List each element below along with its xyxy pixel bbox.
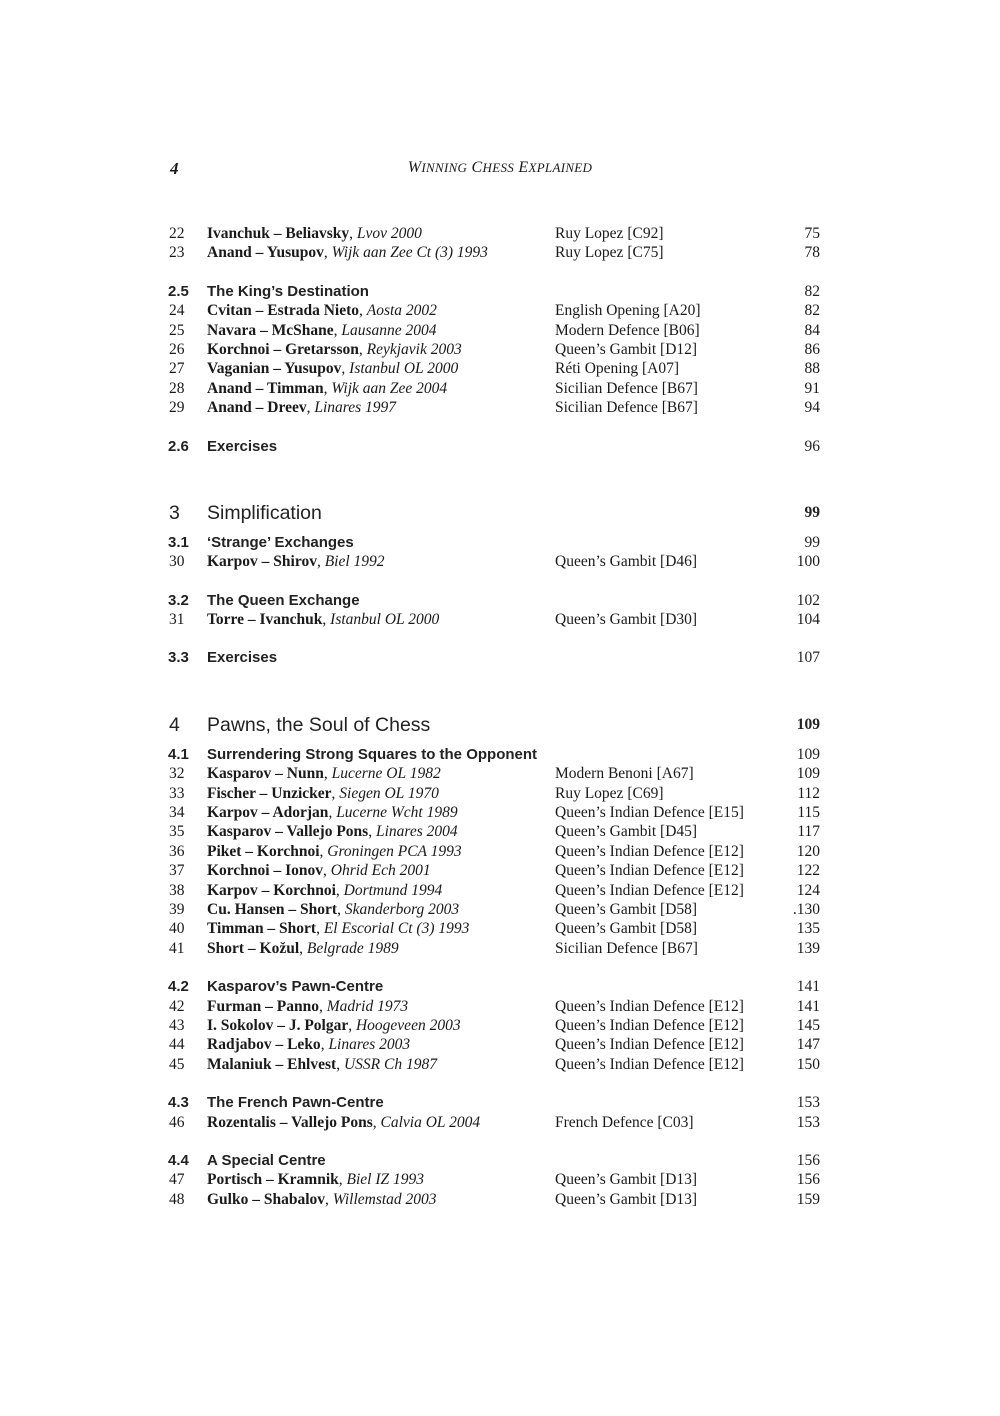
game-players: Portisch – Kramnik, Biel IZ 1993 bbox=[207, 1171, 424, 1189]
game-row bbox=[0, 224, 1000, 243]
section-number: 2.5 bbox=[168, 282, 189, 300]
game-number: 46 bbox=[169, 1113, 185, 1131]
game-row bbox=[0, 997, 1000, 1016]
game-players: Korchnoi – Ionov, Ohrid Ech 2001 bbox=[207, 862, 431, 880]
players-names: Anand – Timman bbox=[207, 379, 324, 397]
opening-name: Queen’s Indian Defence [E12] bbox=[555, 842, 744, 860]
game-row bbox=[0, 398, 1000, 417]
game-number: 41 bbox=[169, 939, 185, 957]
game-number: 45 bbox=[169, 1055, 185, 1073]
game-players: Malaniuk – Ehlvest, USSR Ch 1987 bbox=[207, 1055, 437, 1073]
opening-name: Queen’s Gambit [D58] bbox=[555, 920, 698, 938]
event-name: El Escorial Ct (3) 1993 bbox=[323, 920, 470, 938]
game-players: Kasparov – Vallejo Pons, Linares 2004 bbox=[207, 823, 458, 841]
game-number: 31 bbox=[169, 611, 185, 629]
table-of-contents bbox=[0, 224, 1000, 1209]
game-row bbox=[0, 764, 1000, 783]
page-number: 4 bbox=[170, 159, 179, 178]
game-number: 32 bbox=[169, 765, 185, 783]
page-ref: 156 bbox=[796, 1171, 820, 1189]
page-ref: 153 bbox=[796, 1094, 820, 1112]
game-row bbox=[0, 1190, 1000, 1209]
game-row bbox=[0, 803, 1000, 822]
section-row bbox=[0, 745, 1000, 764]
page-ref: 86 bbox=[804, 340, 820, 358]
section-row bbox=[0, 648, 1000, 667]
opening-name: Queen’s Gambit [D30] bbox=[555, 611, 698, 629]
game-row bbox=[0, 842, 1000, 861]
game-row bbox=[0, 881, 1000, 900]
section-row bbox=[0, 437, 1000, 456]
opening-name: Modern Defence [B06] bbox=[555, 321, 700, 339]
game-players: Torre – Ivanchuk, Istanbul OL 2000 bbox=[207, 611, 440, 629]
game-number: 48 bbox=[169, 1190, 185, 1208]
section-title: Surrendering Strong Squares to the Opponent bbox=[207, 745, 538, 763]
page-ref: 153 bbox=[796, 1113, 820, 1131]
players-names: Anand – Dreev bbox=[207, 399, 307, 417]
players-names: Furman – Panno bbox=[207, 997, 319, 1015]
game-row bbox=[0, 1016, 1000, 1035]
book-title: WINNING CHESS EXPLAINED bbox=[407, 159, 593, 176]
section-title: Exercises bbox=[207, 437, 278, 455]
game-number: 42 bbox=[169, 997, 185, 1015]
game-row bbox=[0, 321, 1000, 340]
section-title: Kasparov’s Pawn-Centre bbox=[207, 978, 384, 996]
game-number: 44 bbox=[169, 1036, 185, 1054]
game-number: 25 bbox=[169, 321, 185, 339]
section-row bbox=[0, 1151, 1000, 1170]
players-names: Anand – Yusupov bbox=[207, 244, 324, 262]
opening-name: Queen’s Gambit [D58] bbox=[555, 900, 698, 918]
page-ref: 156 bbox=[796, 1151, 820, 1169]
game-number: 28 bbox=[169, 379, 185, 397]
game-row bbox=[0, 552, 1000, 571]
game-row bbox=[0, 359, 1000, 378]
event-name: Calvia OL 2004 bbox=[380, 1113, 481, 1131]
players-names: Short – Kožul bbox=[207, 939, 300, 957]
page-ref: 107 bbox=[796, 649, 820, 667]
game-row bbox=[0, 919, 1000, 938]
page-ref: 109 bbox=[796, 715, 820, 733]
game-row bbox=[0, 340, 1000, 359]
opening-name: Sicilian Defence [B67] bbox=[555, 939, 698, 957]
game-number: 40 bbox=[169, 920, 185, 938]
opening-name: Queen’s Gambit [D13] bbox=[555, 1171, 698, 1189]
page-ref: 96 bbox=[804, 437, 820, 455]
game-players: Cvitan – Estrada Nieto, Aosta 2002 bbox=[207, 302, 437, 320]
event-name: Hoogeveen 2003 bbox=[355, 1016, 461, 1034]
game-players: Short – Kožul, Belgrade 1989 bbox=[207, 939, 399, 957]
opening-name: Queen’s Indian Defence [E12] bbox=[555, 997, 744, 1015]
game-players: Kasparov – Nunn, Lucerne OL 1982 bbox=[207, 765, 441, 783]
players-names: Timman – Short bbox=[207, 920, 317, 938]
game-players: Timman – Short, El Escorial Ct (3) 1993 bbox=[207, 920, 470, 938]
game-number: 37 bbox=[169, 862, 185, 880]
section-number: 4.3 bbox=[168, 1094, 189, 1112]
page-ref: 141 bbox=[796, 978, 820, 996]
game-row bbox=[0, 1035, 1000, 1054]
section-row bbox=[0, 282, 1000, 301]
page-ref: 112 bbox=[797, 784, 820, 802]
players-names: Ivanchuk – Beliavsky bbox=[207, 225, 350, 242]
opening-name: Ruy Lopez [C92] bbox=[555, 225, 664, 242]
section-number: 3.1 bbox=[168, 533, 189, 551]
game-number: 39 bbox=[169, 900, 185, 918]
players-names: I. Sokolov – J. Polgar bbox=[207, 1016, 349, 1034]
section-title: A Special Centre bbox=[207, 1151, 326, 1169]
page-ref: 102 bbox=[796, 591, 820, 609]
event-name: Belgrade 1989 bbox=[306, 939, 399, 957]
page-ref: 75 bbox=[804, 225, 820, 242]
section-number: 4 bbox=[169, 713, 180, 736]
players-names: Kasparov – Nunn bbox=[207, 765, 324, 783]
game-players: Karpov – Shirov, Biel 1992 bbox=[207, 553, 385, 571]
event-name: Istanbul OL 2000 bbox=[349, 360, 459, 378]
players-names: Malaniuk – Ehlvest bbox=[207, 1055, 337, 1073]
game-players: Piket – Korchnoi, Groningen PCA 1993 bbox=[207, 842, 462, 860]
game-players: Karpov – Korchnoi, Dortmund 1994 bbox=[207, 881, 443, 899]
game-row bbox=[0, 900, 1000, 919]
game-players: Korchnoi – Gretarsson, Reykjavik 2003 bbox=[207, 340, 462, 358]
chapter-row bbox=[0, 500, 1000, 526]
section-title: ‘Strange’ Exchanges bbox=[207, 533, 354, 551]
opening-name: Queen’s Indian Defence [E15] bbox=[555, 804, 744, 822]
opening-name: Queen’s Indian Defence [E12] bbox=[555, 1055, 744, 1073]
game-number: 23 bbox=[169, 244, 185, 262]
game-players: Rozentalis – Vallejo Pons, Calvia OL 2004 bbox=[207, 1113, 481, 1131]
players-names: Portisch – Kramnik bbox=[207, 1171, 339, 1189]
page-ref: 117 bbox=[797, 823, 820, 841]
opening-name: Ruy Lopez [C75] bbox=[555, 244, 664, 262]
opening-name: Queen’s Indian Defence [E12] bbox=[555, 1036, 744, 1054]
game-players: Anand – Dreev, Linares 1997 bbox=[207, 399, 397, 417]
game-number: 35 bbox=[169, 823, 185, 841]
page-ref: 82 bbox=[804, 282, 820, 300]
players-names: Radjabov – Leko bbox=[207, 1036, 321, 1054]
page-ref: 99 bbox=[804, 503, 820, 521]
event-name: Linares 2003 bbox=[328, 1036, 411, 1054]
page-ref: 159 bbox=[796, 1190, 820, 1208]
players-names: Torre – Ivanchuk bbox=[207, 611, 323, 629]
players-names: Karpov – Adorjan bbox=[207, 804, 329, 822]
players-names: Karpov – Korchnoi bbox=[207, 881, 336, 899]
event-name: Wijk aan Zee 2004 bbox=[331, 379, 448, 397]
game-players: Karpov – Adorjan, Lucerne Wcht 1989 bbox=[207, 804, 458, 822]
page-ref: 78 bbox=[804, 244, 820, 262]
page-ref: 141 bbox=[796, 997, 820, 1015]
section-title: The Queen Exchange bbox=[207, 591, 360, 609]
players-names: Vaganian – Yusupov bbox=[207, 360, 342, 378]
game-row bbox=[0, 610, 1000, 629]
event-name: Lausanne 2004 bbox=[341, 321, 437, 339]
game-players: Ivanchuk – Beliavsky, Lvov 2000 bbox=[207, 225, 422, 242]
page-ref: 82 bbox=[804, 302, 820, 320]
page-ref: 120 bbox=[796, 842, 820, 860]
players-names: Fischer – Unzicker bbox=[207, 784, 332, 802]
event-name: Aosta 2002 bbox=[366, 302, 437, 320]
event-name: Reykjavik 2003 bbox=[366, 340, 462, 358]
page-ref: 109 bbox=[796, 765, 820, 783]
game-row bbox=[0, 939, 1000, 958]
game-number: 36 bbox=[169, 842, 185, 860]
opening-name: Queen’s Gambit [D12] bbox=[555, 340, 698, 358]
game-players: Anand – Yusupov, Wijk aan Zee Ct (3) 1993 bbox=[207, 244, 488, 262]
event-name: Willemstad 2003 bbox=[332, 1190, 437, 1208]
event-name: Linares 1997 bbox=[314, 399, 397, 417]
game-row bbox=[0, 301, 1000, 320]
event-name: Lvov 2000 bbox=[356, 225, 422, 242]
page-ref: 100 bbox=[796, 553, 820, 571]
game-row bbox=[0, 784, 1000, 803]
game-players: Cu. Hansen – Short, Skanderborg 2003 bbox=[207, 900, 460, 918]
event-name: USSR Ch 1987 bbox=[343, 1055, 437, 1073]
section-number: 4.4 bbox=[168, 1151, 189, 1169]
page-ref: 91 bbox=[804, 379, 820, 397]
page-ref: 104 bbox=[796, 611, 820, 629]
game-row bbox=[0, 1055, 1000, 1074]
page-ref: .130 bbox=[792, 900, 820, 918]
players-names: Piket – Korchnoi bbox=[207, 842, 320, 860]
players-names: Korchnoi – Gretarsson bbox=[207, 340, 359, 358]
page-ref: 99 bbox=[804, 533, 820, 551]
game-players: I. Sokolov – J. Polgar, Hoogeveen 2003 bbox=[207, 1016, 461, 1034]
page-ref: 109 bbox=[796, 745, 820, 763]
game-row bbox=[0, 1170, 1000, 1189]
page-ref: 94 bbox=[804, 399, 820, 417]
section-number: 2.6 bbox=[168, 437, 189, 455]
section-number: 4.2 bbox=[168, 978, 189, 996]
page-ref: 145 bbox=[796, 1016, 820, 1034]
section-number: 3.3 bbox=[168, 649, 189, 667]
section-row bbox=[0, 977, 1000, 996]
opening-name: French Defence [C03] bbox=[555, 1113, 694, 1131]
players-names: Korchnoi – Ionov bbox=[207, 862, 323, 880]
players-names: Navara – McShane bbox=[207, 321, 334, 339]
game-row bbox=[0, 243, 1000, 262]
event-name: Lucerne OL 1982 bbox=[331, 765, 441, 783]
game-number: 47 bbox=[169, 1171, 185, 1189]
chapter-title: Pawns, the Soul of Chess bbox=[207, 713, 431, 736]
running-head bbox=[0, 159, 1000, 183]
page-ref: 150 bbox=[796, 1055, 820, 1073]
opening-name: English Opening [A20] bbox=[555, 302, 701, 320]
game-row bbox=[0, 1113, 1000, 1132]
players-names: Cvitan – Estrada Nieto bbox=[207, 302, 359, 320]
section-number: 3.2 bbox=[168, 591, 189, 609]
chapter-row bbox=[0, 712, 1000, 738]
chapter-title: Simplification bbox=[207, 501, 322, 524]
event-name: Linares 2004 bbox=[375, 823, 458, 841]
game-players: Fischer – Unzicker, Siegen OL 1970 bbox=[207, 784, 439, 802]
opening-name: Réti Opening [A07] bbox=[555, 360, 679, 378]
section-number: 4.1 bbox=[168, 745, 189, 763]
game-players: Gulko – Shabalov, Willemstad 2003 bbox=[207, 1190, 437, 1208]
event-name: Biel 1992 bbox=[324, 553, 385, 571]
event-name: Biel IZ 1993 bbox=[346, 1171, 424, 1189]
event-name: Groningen PCA 1993 bbox=[327, 842, 462, 860]
event-name: Wijk aan Zee Ct (3) 1993 bbox=[331, 244, 488, 262]
opening-name: Ruy Lopez [C69] bbox=[555, 784, 664, 802]
opening-name: Sicilian Defence [B67] bbox=[555, 379, 698, 397]
game-number: 29 bbox=[169, 399, 185, 417]
game-row bbox=[0, 861, 1000, 880]
game-number: 33 bbox=[169, 784, 185, 802]
section-row bbox=[0, 533, 1000, 552]
game-row bbox=[0, 822, 1000, 841]
event-name: Siegen OL 1970 bbox=[339, 784, 439, 802]
opening-name: Queen’s Gambit [D46] bbox=[555, 553, 698, 571]
opening-name: Queen’s Gambit [D45] bbox=[555, 823, 698, 841]
players-names: Gulko – Shabalov bbox=[207, 1190, 326, 1208]
game-players: Radjabov – Leko, Linares 2003 bbox=[207, 1036, 411, 1054]
page-ref: 88 bbox=[804, 360, 820, 378]
event-name: Dortmund 1994 bbox=[343, 881, 443, 899]
event-name: Ohrid Ech 2001 bbox=[330, 862, 431, 880]
page-ref: 147 bbox=[796, 1036, 820, 1054]
game-players: Navara – McShane, Lausanne 2004 bbox=[207, 321, 437, 339]
page-ref: 115 bbox=[797, 804, 820, 822]
game-players: Vaganian – Yusupov, Istanbul OL 2000 bbox=[207, 360, 459, 378]
players-names: Karpov – Shirov bbox=[207, 553, 317, 571]
opening-name: Queen’s Indian Defence [E12] bbox=[555, 881, 744, 899]
opening-name: Modern Benoni [A67] bbox=[555, 765, 694, 783]
page-ref: 139 bbox=[796, 939, 820, 957]
page-ref: 124 bbox=[796, 881, 820, 899]
opening-name: Queen’s Indian Defence [E12] bbox=[555, 862, 744, 880]
game-number: 34 bbox=[169, 804, 185, 822]
event-name: Madrid 1973 bbox=[326, 997, 409, 1015]
section-title: The King’s Destination bbox=[207, 282, 369, 300]
page-ref: 135 bbox=[796, 920, 820, 938]
players-names: Kasparov – Vallejo Pons bbox=[207, 823, 369, 841]
event-name: Lucerne Wcht 1989 bbox=[336, 804, 458, 822]
game-number: 27 bbox=[169, 360, 185, 378]
section-number: 3 bbox=[169, 501, 180, 524]
game-players: Furman – Panno, Madrid 1973 bbox=[207, 997, 409, 1015]
players-names: Rozentalis – Vallejo Pons bbox=[207, 1113, 373, 1131]
page-ref: 84 bbox=[804, 321, 820, 339]
opening-name: Queen’s Indian Defence [E12] bbox=[555, 1016, 744, 1034]
game-number: 26 bbox=[169, 340, 185, 358]
game-players: Anand – Timman, Wijk aan Zee 2004 bbox=[207, 379, 448, 397]
game-number: 22 bbox=[169, 225, 185, 242]
event-name: Skanderborg 2003 bbox=[344, 900, 460, 918]
section-title: Exercises bbox=[207, 649, 278, 667]
game-number: 30 bbox=[169, 553, 185, 571]
section-row bbox=[0, 591, 1000, 610]
event-name: Istanbul OL 2000 bbox=[330, 611, 440, 629]
page-ref: 122 bbox=[796, 862, 820, 880]
opening-name: Queen’s Gambit [D13] bbox=[555, 1190, 698, 1208]
game-number: 24 bbox=[169, 302, 185, 320]
game-number: 43 bbox=[169, 1016, 185, 1034]
section-row bbox=[0, 1093, 1000, 1112]
section-title: The French Pawn-Centre bbox=[207, 1094, 384, 1112]
game-row bbox=[0, 379, 1000, 398]
game-number: 38 bbox=[169, 881, 185, 899]
opening-name: Sicilian Defence [B67] bbox=[555, 399, 698, 417]
players-names: Cu. Hansen – Short bbox=[207, 900, 338, 918]
